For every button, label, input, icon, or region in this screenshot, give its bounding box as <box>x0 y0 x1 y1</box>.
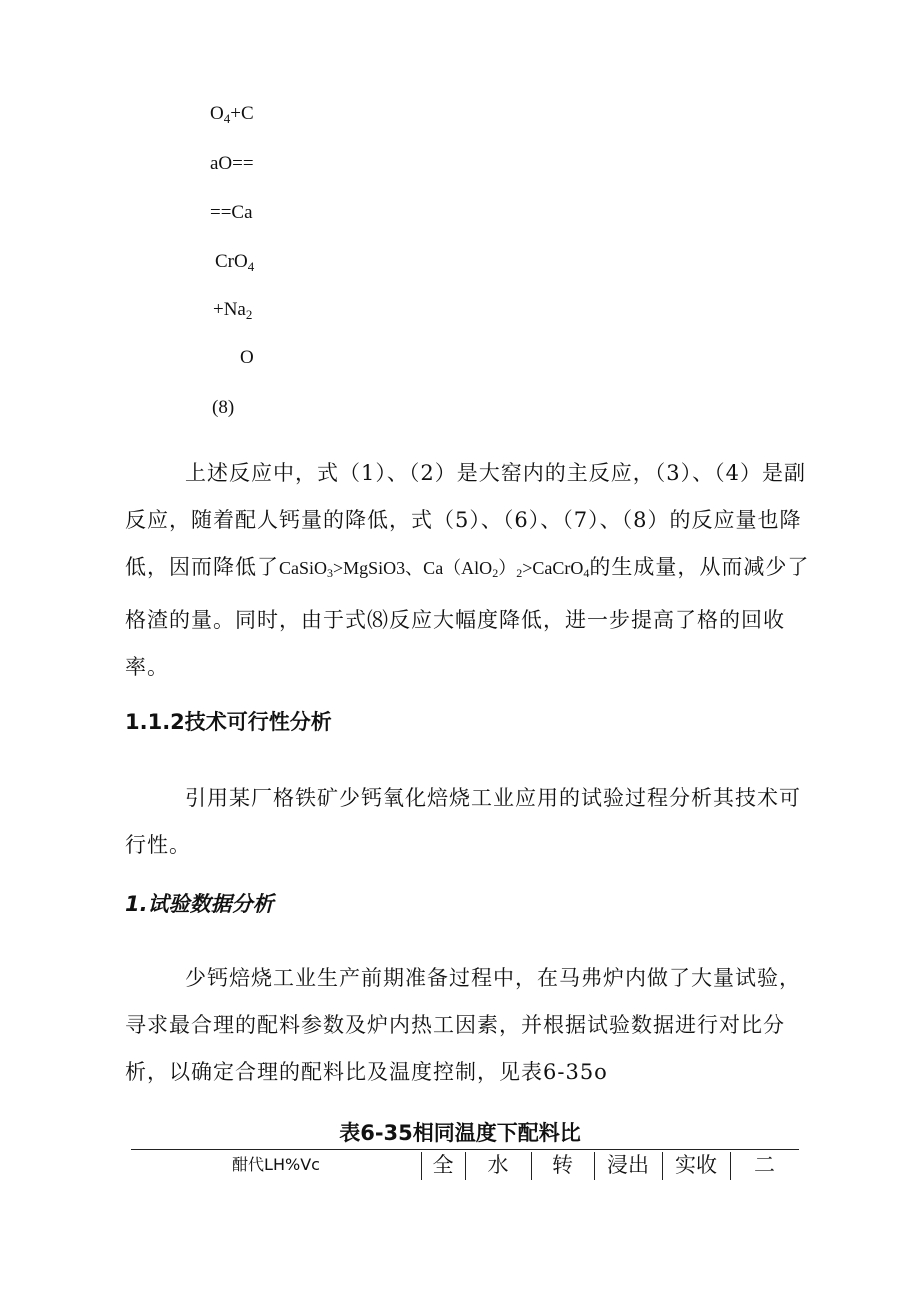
paragraph-text: 的生成量，从而减少了格渣的量。同时，由于式⑻反应大幅度降低，进一步提高了格的回收率。 <box>125 555 810 679</box>
subsection-heading-test-data: 1.试验数据分析 <box>125 892 274 916</box>
paragraph-text: 上述反应中，式（1）、（2）是大窑内的主反应，（3）、（4）是副反应，随着配人钙量的降低，式（5）、（6）、（7）、（8）的反应量也降低，因而降低了 <box>125 461 806 579</box>
paragraph-test-process: 少钙焙烧工业生产前期准备过程中，在马弗炉内做了大量试验，寻求最合理的配料参数及炉内热工因素，并根据试验数据进行对比分析，以确定合理的配料比及温度控制，见表6-35o <box>125 966 801 1084</box>
formula-line-6: O <box>240 347 254 368</box>
table-header-cell: 转 <box>552 1153 573 1177</box>
table-header-cell: 二 <box>754 1153 775 1177</box>
table-header-cell: 全 <box>432 1153 454 1177</box>
paragraph-reaction-discussion <box>125 450 815 691</box>
table-header-cell: 浸出 <box>607 1153 649 1177</box>
table-header-row <box>131 1150 799 1180</box>
table-header-cell: 水 <box>487 1153 509 1177</box>
paragraph-feasibility-intro: 引用某厂格铁矿少钙氧化焙烧工业应用的试验过程分析其技术可行性。 <box>125 786 801 857</box>
formula-line-2: aO== <box>210 153 254 174</box>
formula-line-3: ==Ca <box>210 202 253 223</box>
formula-equation-number: (8) <box>212 397 235 418</box>
section-heading-technical-feasibility: 1.1.2技术可行性分析 <box>125 710 332 734</box>
chemical-formula: CaSiO$_3$>MgSiO3、$Ca(AlO_2)_2>CaCrO_4$ <box>279 558 590 580</box>
formula-line-4: CrO$_4$ <box>215 251 255 274</box>
table-header-cell: 酣代LH%Vc <box>232 1155 320 1174</box>
table-header-cell: 实收 <box>675 1153 717 1177</box>
formula-line-1: $O_4+C$ <box>210 103 254 126</box>
formula-line-5: $+Na_2$ <box>213 299 253 322</box>
table-caption: 表6-35相同温度下配料比 <box>339 1121 581 1145</box>
